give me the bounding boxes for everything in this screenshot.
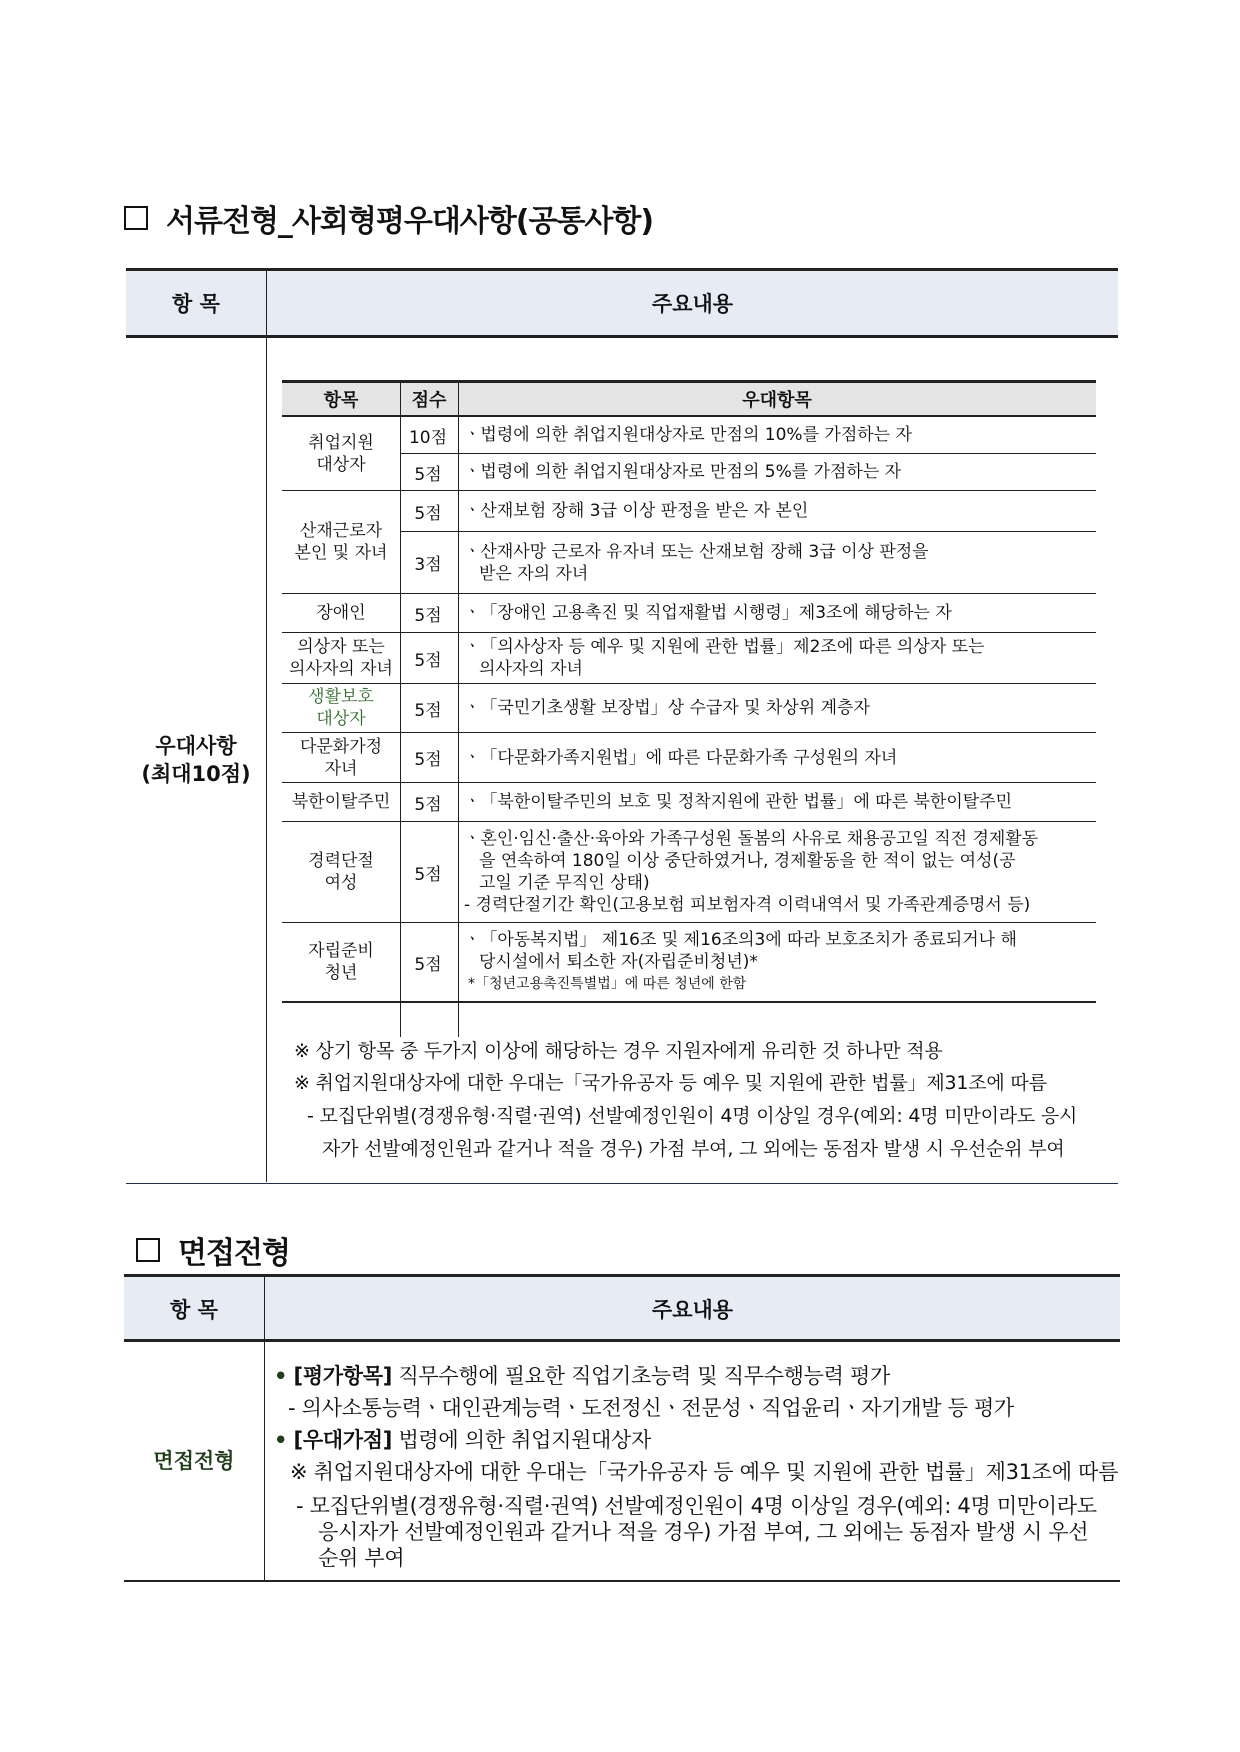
- row-score: 5점: [414, 750, 442, 770]
- row-desc: ㆍ산재사망 근로자 유자녀 또는 산재보험 장해 3급 이상 판정을 받은 자의 자녀: [464, 541, 929, 584]
- row-item-disabled: 장애인: [316, 603, 366, 623]
- row-item-injured-hero: 의상자 또는 의사자의 자녀: [289, 637, 393, 679]
- section1-title-text: 서류전형_사회형평우대사항(공통사항): [166, 204, 654, 239]
- row-item-industrial-accident: 산재근로자 본인 및 자녀: [294, 521, 388, 563]
- section2-title-text: 면접전형: [178, 1236, 290, 1271]
- header-content: 주요내용: [651, 292, 734, 316]
- pref-item-line: • [우대가점] 법령에 의한 취업지원대상자: [274, 1428, 652, 1452]
- preference-label: 우대사항 (최대10점): [141, 734, 251, 786]
- row-desc: ㆍ「아동복지법」 제16조 및 제16조의3에 따라 보호조치가 종료되거나 해 당시설에서 퇴소한 자(자립준비청년)* *「청년고용촉진특별법」에 따른 청년에 한함: [464, 930, 1017, 992]
- header-content: 주요내용: [651, 1298, 734, 1322]
- header-item: 항 목: [172, 292, 220, 316]
- note-line: ※ 상기 항목 중 두가지 이상에 해당하는 경우 지원자에게 유리한 것 하나만 적용: [294, 1040, 943, 1062]
- row-score: 5점: [414, 464, 442, 485]
- pref-sub-line: - 모집단위별(경쟁유형·직렬·권역) 선발예정인원이 4명 이상일 경우(예외: 4명 미만이라도: [296, 1494, 1097, 1518]
- eval-item-line: • [평가항목] 직무수행에 필요한 직업기초능력 및 직무수행능력 평가: [274, 1364, 890, 1388]
- row-item-defector: 북한이탈주민: [291, 792, 391, 812]
- row-score: 5점: [414, 864, 442, 885]
- row-desc: ㆍ「장애인 고용촉진 및 직업재활법 시행령」제3조에 해당하는 자: [464, 603, 952, 623]
- checkbox-square-icon: [136, 1238, 160, 1262]
- note-line: ※ 취업지원대상자에 대한 우대는「국가유공자 등 예우 및 지원에 관한 법률」제31조에 따름: [294, 1072, 1047, 1094]
- inner-header-benefit: 우대항목: [742, 390, 812, 411]
- row-score: 5점: [414, 954, 442, 975]
- interview-table: [124, 1274, 1120, 1582]
- row-desc: ㆍ「의사상자 등 예우 및 지원에 관한 법률」제2조에 따른 의상자 또는 의사자의 자녀: [464, 637, 985, 679]
- row-score: 5점: [414, 503, 442, 524]
- header-item: 항 목: [170, 1298, 218, 1322]
- inner-header-item: 항목: [323, 390, 359, 411]
- row-score: 5점: [414, 700, 442, 721]
- eval-sub-line: - 의사소통능력ㆍ대인관계능력ㆍ도전정신ㆍ전문성ㆍ직업윤리ㆍ자기개발 등 평가: [288, 1396, 1014, 1420]
- row-item-employment: 취업지원 대상자: [308, 432, 374, 475]
- row-desc: ㆍ법령에 의한 취업지원대상자로 만점의 10%를 가점하는 자: [464, 425, 912, 445]
- row-score: 5점: [414, 605, 442, 626]
- pref-note-line: ※ 취업지원대상자에 대한 우대는「국가유공자 등 예우 및 지원에 관한 법률」제31조에 따름: [290, 1460, 1119, 1484]
- pref-sub-line: 순위 부여: [318, 1546, 405, 1570]
- row-item-independence: 자립준비 청년: [308, 941, 374, 983]
- section1-title: [124, 196, 653, 240]
- row-item-career-break: 경력단절 여성: [308, 851, 374, 893]
- section2-title: [136, 1228, 290, 1272]
- row-score: 5점: [414, 794, 442, 815]
- note-line: - 모집단위별(경쟁유형·직렬·권역) 선발예정인원이 4명 이상일 경우(예외: 4명 미만이라도 응시: [307, 1105, 1078, 1127]
- row-desc: ㆍ「다문화가족지원법」에 따른 다문화가족 구성원의 자녀: [464, 747, 898, 768]
- interview-label: 면접전형: [153, 1449, 235, 1473]
- row-desc: ㆍ법령에 의한 취업지원대상자로 만점의 5%를 가점하는 자: [464, 462, 902, 482]
- row-item-livelihood: 생활보호 대상자: [308, 687, 374, 729]
- row-desc: ㆍ혼인·임신·출산·육아와 가족구성원 돌봄의 사유로 채용공고일 직전 경제활동 을 연속하여 180일 이상 중단하였거나, 경제활동을 한 적이 없는 여성(공 고일 기준 무직인 상태) - 경력단절기간 확인(고용보험 피보험자격 이력내역서 및 가족관계증명서 등): [464, 829, 1039, 915]
- row-score: 3점: [414, 555, 442, 575]
- inner-header-score: 점수: [411, 390, 447, 411]
- row-desc: ㆍ「국민기초생활 보장법」상 수급자 및 차상위 계층자: [464, 698, 870, 718]
- pref-sub-line: 응시자가 선발예정인원과 같거나 적을 경우) 가점 부여, 그 외에는 동점자 발생 시 우선: [318, 1520, 1089, 1544]
- note-line: 자가 선발예정인원과 같거나 적을 경우) 가점 부여, 그 외에는 동점자 발생 시 우선순위 부여: [322, 1138, 1065, 1160]
- row-score: 10점: [408, 427, 448, 448]
- row-desc: ㆍ산재보험 장해 3급 이상 판정을 받은 자 본인: [464, 501, 809, 521]
- checkbox-square-icon: [124, 206, 148, 230]
- row-desc: ㆍ「북한이탈주민의 보호 및 정착지원에 관한 법률」에 따른 북한이탈주민: [464, 792, 1013, 812]
- row-item-multicultural: 다문화가정 자녀: [299, 736, 383, 779]
- row-score: 5점: [414, 650, 442, 671]
